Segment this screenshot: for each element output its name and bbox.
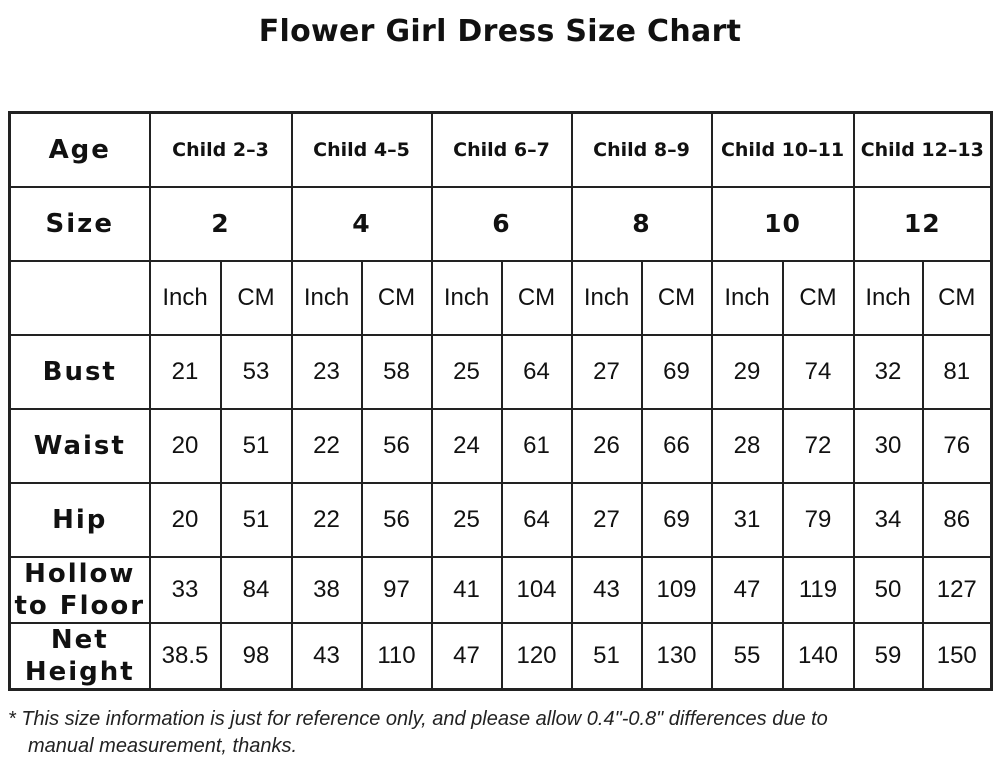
net-height-value: 43 xyxy=(292,623,362,690)
hip-value: 22 xyxy=(292,483,362,557)
waist-value: 61 xyxy=(502,409,572,483)
hollow-label-line1: Hollow xyxy=(24,558,136,589)
bust-value: 21 xyxy=(150,335,221,409)
net-height-value: 47 xyxy=(432,623,502,690)
hollow-to-floor-label xyxy=(10,557,150,623)
size-chart-table xyxy=(8,111,993,691)
note-line1: * This size information is just for reference only, and please allow 0.4"-0.8" differences due to xyxy=(8,708,828,730)
size-row xyxy=(10,187,992,261)
bust-value: 27 xyxy=(572,335,642,409)
bust-row xyxy=(10,335,992,409)
hollow-value: 104 xyxy=(502,557,572,623)
hip-value: 25 xyxy=(432,483,502,557)
bust-value: 69 xyxy=(642,335,712,409)
bust-value: 74 xyxy=(783,335,854,409)
waist-value: 56 xyxy=(362,409,432,483)
waist-row xyxy=(10,409,992,483)
age-cell: Child 8–9 xyxy=(572,113,712,187)
hollow-value: 47 xyxy=(712,557,783,623)
net-height-value: 140 xyxy=(783,623,854,690)
hollow-value: 38 xyxy=(292,557,362,623)
hip-value: 34 xyxy=(854,483,923,557)
net-height-value: 98 xyxy=(221,623,292,690)
note-line2: manual measurement, thanks. xyxy=(28,735,298,757)
unit-row-label-blank xyxy=(10,261,150,335)
waist-value: 51 xyxy=(221,409,292,483)
bust-value: 81 xyxy=(923,335,992,409)
net-height-value: 51 xyxy=(572,623,642,690)
waist-value: 72 xyxy=(783,409,854,483)
waist-label: Waist xyxy=(10,409,150,483)
bust-value: 25 xyxy=(432,335,502,409)
waist-value: 26 xyxy=(572,409,642,483)
net-height-value: 38.5 xyxy=(150,623,221,690)
hip-value: 86 xyxy=(923,483,992,557)
hip-value: 51 xyxy=(221,483,292,557)
hollow-value: 50 xyxy=(854,557,923,623)
bust-label: Bust xyxy=(10,335,150,409)
unit-row xyxy=(10,261,992,335)
hip-row xyxy=(10,483,992,557)
hollow-value: 41 xyxy=(432,557,502,623)
waist-value: 24 xyxy=(432,409,502,483)
hip-label: Hip xyxy=(10,483,150,557)
hollow-value: 84 xyxy=(221,557,292,623)
hollow-label-line2: to Floor xyxy=(14,590,146,621)
hollow-value: 97 xyxy=(362,557,432,623)
net-height-value: 150 xyxy=(923,623,992,690)
hip-value: 31 xyxy=(712,483,783,557)
hollow-to-floor-row xyxy=(10,557,992,623)
bust-value: 32 xyxy=(854,335,923,409)
unit-inch: Inch xyxy=(854,261,923,335)
hip-value: 79 xyxy=(783,483,854,557)
net-height-label xyxy=(10,623,150,690)
age-row xyxy=(10,113,992,187)
unit-cm: CM xyxy=(221,261,292,335)
hip-value: 69 xyxy=(642,483,712,557)
waist-value: 66 xyxy=(642,409,712,483)
net-height-row xyxy=(10,623,992,690)
bust-value: 53 xyxy=(221,335,292,409)
waist-value: 76 xyxy=(923,409,992,483)
bust-value: 64 xyxy=(502,335,572,409)
waist-value: 28 xyxy=(712,409,783,483)
net-label-line2: Height xyxy=(24,656,135,687)
unit-inch: Inch xyxy=(572,261,642,335)
hip-value: 20 xyxy=(150,483,221,557)
net-height-value: 130 xyxy=(642,623,712,690)
unit-cm: CM xyxy=(502,261,572,335)
net-height-value: 55 xyxy=(712,623,783,690)
net-height-value: 110 xyxy=(362,623,432,690)
age-cell: Child 10–11 xyxy=(712,113,854,187)
size-label: Size xyxy=(10,187,150,261)
net-height-value: 120 xyxy=(502,623,572,690)
bust-value: 58 xyxy=(362,335,432,409)
age-label: Age xyxy=(10,113,150,187)
unit-cm: CM xyxy=(923,261,992,335)
bust-value: 29 xyxy=(712,335,783,409)
waist-value: 30 xyxy=(854,409,923,483)
unit-inch: Inch xyxy=(150,261,221,335)
age-cell: Child 6–7 xyxy=(432,113,572,187)
unit-inch: Inch xyxy=(712,261,783,335)
unit-cm: CM xyxy=(642,261,712,335)
hollow-value: 127 xyxy=(923,557,992,623)
hip-value: 27 xyxy=(572,483,642,557)
hollow-value: 119 xyxy=(783,557,854,623)
unit-cm: CM xyxy=(783,261,854,335)
unit-inch: Inch xyxy=(292,261,362,335)
unit-inch: Inch xyxy=(432,261,502,335)
hip-value: 56 xyxy=(362,483,432,557)
age-cell: Child 2–3 xyxy=(150,113,292,187)
chart-title: Flower Girl Dress Size Chart xyxy=(258,14,742,49)
age-cell: Child 12–13 xyxy=(854,113,992,187)
size-cell: 4 xyxy=(292,187,432,261)
hollow-value: 109 xyxy=(642,557,712,623)
waist-value: 22 xyxy=(292,409,362,483)
waist-value: 20 xyxy=(150,409,221,483)
unit-cm: CM xyxy=(362,261,432,335)
bust-value: 23 xyxy=(292,335,362,409)
size-cell: 8 xyxy=(572,187,712,261)
size-cell: 2 xyxy=(150,187,292,261)
age-cell: Child 4–5 xyxy=(292,113,432,187)
size-cell: 12 xyxy=(854,187,992,261)
hollow-value: 43 xyxy=(572,557,642,623)
net-height-value: 59 xyxy=(854,623,923,690)
reference-note xyxy=(8,706,988,760)
hollow-value: 33 xyxy=(150,557,221,623)
size-cell: 6 xyxy=(432,187,572,261)
hip-value: 64 xyxy=(502,483,572,557)
size-cell: 10 xyxy=(712,187,854,261)
net-label-line1: Net xyxy=(50,624,109,655)
